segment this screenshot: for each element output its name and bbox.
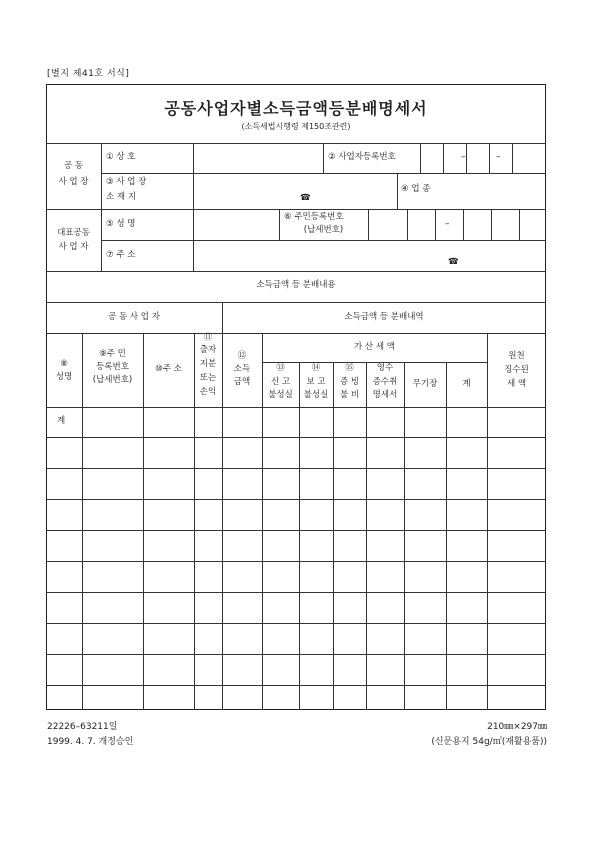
rule (519, 209, 520, 240)
rule (46, 499, 546, 500)
col-receipt-header: 증수취 (372, 377, 398, 387)
rule (299, 362, 300, 710)
rule (446, 362, 447, 710)
rule (512, 143, 513, 173)
form-title: 공동사업자별소득금액등분배명세서 (164, 99, 428, 118)
joint-business-label: 공 동 (63, 161, 84, 171)
rule (46, 302, 546, 303)
col-share-header: ⑪ (203, 333, 213, 343)
rule (466, 143, 467, 173)
col-report-header: 신 고 (270, 377, 291, 387)
representative-label: 사 업 자 (58, 242, 89, 252)
rule (46, 333, 546, 334)
rule (366, 362, 367, 710)
col-withheld-header: 원천 (508, 351, 525, 361)
rule (46, 530, 546, 531)
business-address-label: 소 재 지 (106, 192, 137, 202)
col-share-header: 손익 (199, 387, 217, 397)
rule (46, 271, 546, 272)
col-income-header: 금액 (233, 377, 251, 387)
rule (46, 685, 546, 686)
rule (46, 592, 546, 593)
col-evidence-header: 증 빙 (339, 377, 360, 387)
rule (397, 173, 398, 209)
form-code: 22226–63211일 (47, 722, 118, 732)
col-withheld-header: 세 액 (506, 379, 527, 389)
rule (489, 143, 490, 173)
col-share-header: 지분 (199, 359, 217, 369)
col-share-header: 출자 (199, 345, 217, 355)
name-label: ⑤ 성 명 (106, 219, 136, 229)
phone-icon: ☎ (448, 257, 459, 267)
business-type-label: ④ 업 종 (401, 184, 431, 194)
joint-business-label: 사 업 장 (58, 177, 89, 187)
reg-dash: – (496, 152, 501, 162)
rule (82, 333, 83, 710)
col-name-header: ⑧ (60, 359, 68, 369)
rule (46, 437, 546, 438)
total-row-label: 계 (57, 416, 66, 426)
rule (491, 209, 492, 240)
rule (46, 623, 546, 624)
phone-icon: ☎ (300, 193, 311, 203)
col-income-header: ⑫ (237, 351, 247, 361)
joint-operators-header: 공 동 사 업 자 (108, 312, 160, 322)
col-receipt-header: 명세서 (372, 390, 398, 400)
col-evidence-header: 불 비 (339, 390, 360, 400)
paper-size: 210㎜×297㎜ (487, 722, 547, 732)
rule (143, 333, 144, 710)
col-name-header: 성명 (55, 372, 73, 382)
reg-dash: – (461, 152, 466, 162)
rule (368, 209, 369, 240)
approval-date: 1999. 4. 7. 개정승인 (47, 737, 134, 747)
col-withheld-header: 징수된 (504, 365, 529, 375)
rule (443, 143, 444, 173)
col-receipt-header: 영수 (376, 363, 394, 373)
rule (262, 333, 263, 710)
rule (323, 143, 324, 173)
col-reg-number-header: ⑨주 민 (99, 349, 126, 359)
col-reg-number-header: 등록번호 (96, 362, 129, 372)
rule (222, 302, 223, 710)
col-income-header: 소득 (233, 364, 251, 374)
rule (46, 654, 546, 655)
col-evidence-header: ⑮ (345, 363, 354, 373)
trade-name-label: ① 상 호 (106, 152, 136, 162)
form-subtitle: (소득세법시행령 제150조관련) (241, 122, 351, 131)
rule (46, 561, 546, 562)
rule (262, 362, 487, 363)
reg-dash: – (445, 219, 450, 229)
rule (420, 143, 421, 173)
section-title: 소득금액 등 분배내용 (256, 280, 336, 290)
col-reg-number-header: (납세번호) (92, 375, 133, 385)
col-report-header: ⑬ (276, 363, 285, 373)
rule (193, 143, 194, 271)
resident-number-label: ⑥ 주민등록번호 (284, 212, 344, 222)
col-report-header: 불성실 (268, 390, 293, 400)
rule (435, 209, 436, 240)
col-no-books-header: 무기장 (412, 379, 438, 389)
form-number-label: [별지 제41호 서식] (47, 69, 130, 79)
col-subtotal-header: 계 (462, 379, 471, 389)
rule (101, 173, 546, 174)
col-notice-header: 불성실 (303, 390, 329, 400)
rule (407, 209, 408, 240)
col-address-header: ⑩주 소 (155, 364, 182, 374)
rule (333, 362, 334, 710)
paper-type: (신문용지 54g/㎡(재활용품)) (431, 737, 547, 747)
rule (46, 468, 546, 469)
col-share-header: 또는 (199, 373, 217, 383)
rule (46, 143, 546, 144)
rule (46, 209, 546, 210)
col-notice-header: ⑭ (311, 363, 321, 373)
col-notice-header: 보 고 (306, 377, 326, 387)
rule (101, 240, 546, 241)
business-reg-number-label: ② 사업자등록번호 (328, 152, 396, 162)
representative-label: 대표공동 (57, 228, 90, 238)
rule (46, 407, 546, 408)
resident-number-label: (납세번호) (303, 225, 344, 235)
rule (463, 209, 464, 240)
surcharge-header: 가 산 세 액 (354, 342, 395, 352)
rule (101, 143, 102, 271)
rule (404, 362, 405, 710)
business-address-label: ③ 사 업 장 (106, 177, 147, 187)
address-label: ⑦ 주 소 (106, 250, 136, 260)
distribution-header: 소득금액 등 분배내역 (344, 312, 424, 322)
